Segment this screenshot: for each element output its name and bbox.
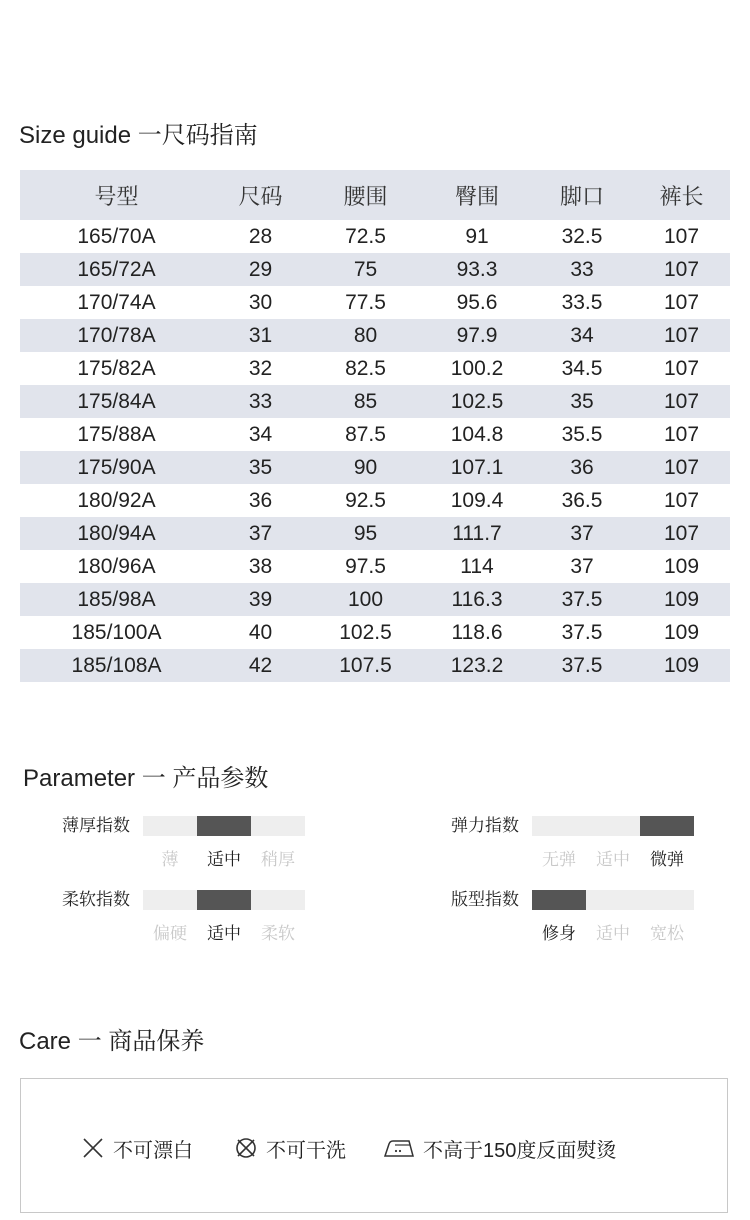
parameter-indicator bbox=[197, 816, 251, 836]
parameter-option: 柔软 bbox=[261, 924, 295, 943]
parameter-options bbox=[532, 919, 694, 944]
table-cell: 165/70A bbox=[20, 220, 213, 253]
table-row bbox=[20, 616, 730, 649]
table-cell: 29 bbox=[213, 253, 308, 286]
table-cell: 90 bbox=[308, 451, 423, 484]
parameter-segment bbox=[251, 816, 305, 836]
table-cell: 38 bbox=[213, 550, 308, 583]
parameter-segment bbox=[251, 890, 305, 910]
table-cell: 97.9 bbox=[423, 319, 531, 352]
care-text: 不可漂白 bbox=[113, 1139, 193, 1162]
table-cell: 80 bbox=[308, 319, 423, 352]
table-row bbox=[20, 319, 730, 352]
table-cell: 175/88A bbox=[20, 418, 213, 451]
table-row bbox=[20, 484, 730, 517]
table-cell: 32 bbox=[213, 352, 308, 385]
table-cell: 102.5 bbox=[423, 385, 531, 418]
table-cell: 109.4 bbox=[423, 484, 531, 517]
care-item-iron bbox=[383, 1135, 616, 1161]
table-cell: 180/92A bbox=[20, 484, 213, 517]
table-cell: 95 bbox=[308, 517, 423, 550]
table-cell: 37 bbox=[531, 517, 633, 550]
table-cell: 185/98A bbox=[20, 583, 213, 616]
parameter-option: 薄 bbox=[161, 850, 179, 869]
parameter-option: 微弹 bbox=[650, 850, 684, 869]
table-cell: 32.5 bbox=[531, 220, 633, 253]
size-table-header-cell: 号型 bbox=[20, 170, 213, 220]
parameter-scale bbox=[143, 890, 305, 910]
parameter-option: 修身 bbox=[542, 924, 576, 943]
table-cell: 107 bbox=[633, 385, 730, 418]
table-cell: 36 bbox=[531, 451, 633, 484]
table-cell: 180/94A bbox=[20, 517, 213, 550]
table-cell: 109 bbox=[633, 550, 730, 583]
parameter-segment bbox=[640, 890, 694, 910]
table-cell: 37 bbox=[531, 550, 633, 583]
table-cell: 107 bbox=[633, 220, 730, 253]
table-cell: 175/84A bbox=[20, 385, 213, 418]
parameter-options bbox=[143, 845, 305, 870]
parameter-label: 薄厚指数 bbox=[62, 816, 130, 835]
table-cell: 107.5 bbox=[308, 649, 423, 682]
table-cell: 123.2 bbox=[423, 649, 531, 682]
table-cell: 107 bbox=[633, 451, 730, 484]
no-bleach-icon bbox=[81, 1136, 105, 1160]
parameter-label: 版型指数 bbox=[451, 890, 519, 909]
size-table-header-cell: 臀围 bbox=[423, 170, 531, 220]
table-cell: 72.5 bbox=[308, 220, 423, 253]
table-cell: 165/72A bbox=[20, 253, 213, 286]
table-cell: 100 bbox=[308, 583, 423, 616]
table-cell: 170/74A bbox=[20, 286, 213, 319]
table-cell: 34 bbox=[531, 319, 633, 352]
table-cell: 34.5 bbox=[531, 352, 633, 385]
table-cell: 107 bbox=[633, 352, 730, 385]
table-cell: 36 bbox=[213, 484, 308, 517]
parameter-row bbox=[389, 816, 689, 878]
table-cell: 91 bbox=[423, 220, 531, 253]
table-cell: 109 bbox=[633, 616, 730, 649]
care-item-no-bleach bbox=[81, 1135, 193, 1161]
table-cell: 87.5 bbox=[308, 418, 423, 451]
table-cell: 109 bbox=[633, 649, 730, 682]
parameter-segment bbox=[143, 816, 197, 836]
table-row bbox=[20, 286, 730, 319]
table-row bbox=[20, 385, 730, 418]
table-cell: 107 bbox=[633, 286, 730, 319]
table-cell: 31 bbox=[213, 319, 308, 352]
parameter-row bbox=[389, 890, 689, 952]
parameter-segment bbox=[532, 816, 586, 836]
parameter-option: 偏硬 bbox=[153, 924, 187, 943]
table-cell: 104.8 bbox=[423, 418, 531, 451]
table-cell: 170/78A bbox=[20, 319, 213, 352]
table-cell: 77.5 bbox=[308, 286, 423, 319]
parameter-scale bbox=[532, 890, 694, 910]
table-cell: 185/100A bbox=[20, 616, 213, 649]
table-cell: 39 bbox=[213, 583, 308, 616]
table-cell: 107 bbox=[633, 319, 730, 352]
table-row bbox=[20, 550, 730, 583]
no-dry-clean-icon bbox=[234, 1136, 258, 1160]
parameter-option: 适中 bbox=[596, 924, 630, 943]
table-cell: 37 bbox=[213, 517, 308, 550]
care-text: 不可干洗 bbox=[266, 1139, 346, 1162]
care-box bbox=[20, 1078, 728, 1213]
table-cell: 95.6 bbox=[423, 286, 531, 319]
parameter-option: 适中 bbox=[207, 924, 241, 943]
size-table-body bbox=[20, 220, 730, 682]
table-row bbox=[20, 583, 730, 616]
size-table-header-cell: 裤长 bbox=[633, 170, 730, 220]
table-cell: 175/90A bbox=[20, 451, 213, 484]
table-cell: 114 bbox=[423, 550, 531, 583]
table-cell: 107 bbox=[633, 253, 730, 286]
table-cell: 37.5 bbox=[531, 583, 633, 616]
parameter-options bbox=[532, 845, 694, 870]
parameter-option: 无弹 bbox=[542, 850, 576, 869]
table-row bbox=[20, 418, 730, 451]
parameter-options bbox=[143, 919, 305, 944]
table-cell: 185/108A bbox=[20, 649, 213, 682]
parameter-label: 弹力指数 bbox=[451, 816, 519, 835]
table-cell: 93.3 bbox=[423, 253, 531, 286]
table-row bbox=[20, 649, 730, 682]
table-cell: 107 bbox=[633, 517, 730, 550]
table-cell: 40 bbox=[213, 616, 308, 649]
parameter-label: 柔软指数 bbox=[62, 890, 130, 909]
table-cell: 33 bbox=[213, 385, 308, 418]
table-row bbox=[20, 517, 730, 550]
table-cell: 109 bbox=[633, 583, 730, 616]
table-cell: 82.5 bbox=[308, 352, 423, 385]
parameter-indicator bbox=[532, 890, 586, 910]
table-cell: 35 bbox=[213, 451, 308, 484]
table-cell: 111.7 bbox=[423, 517, 531, 550]
table-row bbox=[20, 220, 730, 253]
table-cell: 28 bbox=[213, 220, 308, 253]
parameter-scale bbox=[532, 816, 694, 836]
table-cell: 107 bbox=[633, 484, 730, 517]
parameter-segment bbox=[586, 816, 640, 836]
table-cell: 97.5 bbox=[308, 550, 423, 583]
parameter-scale bbox=[143, 816, 305, 836]
table-row bbox=[20, 352, 730, 385]
care-item-no-dry-clean bbox=[234, 1135, 346, 1161]
care-text: 不高于150度反面熨烫 bbox=[423, 1139, 617, 1162]
care-title: Care 一 商品保养 bbox=[19, 1028, 205, 1055]
table-row bbox=[20, 451, 730, 484]
iron-icon bbox=[383, 1136, 415, 1160]
table-cell: 35 bbox=[531, 385, 633, 418]
size-table-header-cell: 腰围 bbox=[308, 170, 423, 220]
table-cell: 180/96A bbox=[20, 550, 213, 583]
table-cell: 85 bbox=[308, 385, 423, 418]
table-row bbox=[20, 253, 730, 286]
table-cell: 75 bbox=[308, 253, 423, 286]
parameter-row bbox=[0, 816, 300, 878]
size-table bbox=[20, 170, 730, 682]
parameter-option: 适中 bbox=[596, 850, 630, 869]
table-cell: 30 bbox=[213, 286, 308, 319]
parameter-option: 稍厚 bbox=[261, 850, 295, 869]
parameter-option: 宽松 bbox=[650, 924, 684, 943]
table-cell: 175/82A bbox=[20, 352, 213, 385]
table-cell: 33.5 bbox=[531, 286, 633, 319]
size-table-header-cell: 脚口 bbox=[531, 170, 633, 220]
parameter-row bbox=[0, 890, 300, 952]
table-cell: 102.5 bbox=[308, 616, 423, 649]
table-cell: 92.5 bbox=[308, 484, 423, 517]
parameter-title: Parameter 一 产品参数 bbox=[23, 765, 269, 792]
table-cell: 118.6 bbox=[423, 616, 531, 649]
parameter-option: 适中 bbox=[207, 850, 241, 869]
parameter-segment bbox=[586, 890, 640, 910]
parameter-indicator bbox=[640, 816, 694, 836]
table-cell: 36.5 bbox=[531, 484, 633, 517]
size-table-header-cell: 尺码 bbox=[213, 170, 308, 220]
table-cell: 34 bbox=[213, 418, 308, 451]
table-cell: 100.2 bbox=[423, 352, 531, 385]
size-table-header-row bbox=[20, 170, 730, 220]
table-cell: 37.5 bbox=[531, 649, 633, 682]
size-guide-title: Size guide 一尺码指南 bbox=[19, 122, 258, 149]
parameter-indicator bbox=[197, 890, 251, 910]
parameter-segment bbox=[143, 890, 197, 910]
table-cell: 35.5 bbox=[531, 418, 633, 451]
table-cell: 107.1 bbox=[423, 451, 531, 484]
table-cell: 33 bbox=[531, 253, 633, 286]
table-cell: 42 bbox=[213, 649, 308, 682]
table-cell: 116.3 bbox=[423, 583, 531, 616]
table-cell: 107 bbox=[633, 418, 730, 451]
table-cell: 37.5 bbox=[531, 616, 633, 649]
